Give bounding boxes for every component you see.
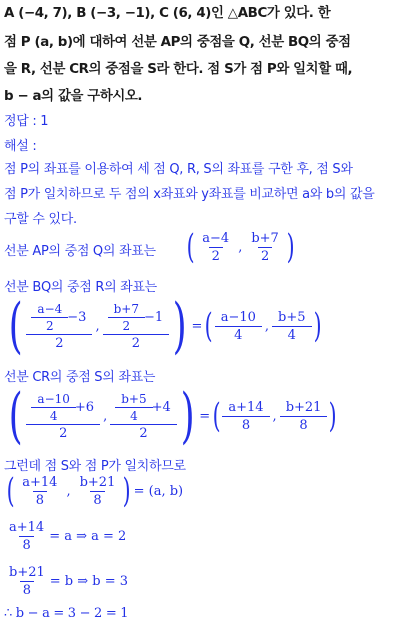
match-intro: 그런데 점 S와 점 P가 일치하므로 — [4, 459, 186, 474]
eq-a-result: = a ⇒ a = 2 — [49, 529, 127, 544]
match-y-fraction: $\frac{b+21}{8}$ — [79, 474, 116, 508]
explanation-line-2: 점 P가 일치하므로 두 점의 x좌표와 y좌표를 비교하면 a와 b의 값을 — [4, 187, 375, 202]
equation-b — [4, 565, 128, 598]
r-y-compound-fraction: $\frac{b+7}{2}$ −1 2 — [106, 302, 167, 351]
match-x-fraction: $\frac{a+14}{8}$ — [22, 474, 58, 508]
problem-line-4: b − a의 값을 구하시오. — [4, 89, 143, 104]
s-coordinates: ( $\frac{a-10}{4}$ +6 2 , $\frac{b+5}{4}$ +4 2 ) = ( $\frac{a+14}{8}$ , $\frac{b+21}{8}$ ) — [8, 381, 338, 451]
s-x-compound-fraction: $\frac{a-10}{4}$ +6 2 — [29, 392, 97, 441]
problem-line-3: 을 R, 선분 CR의 중점을 S라 한다. 점 S가 점 P와 일치할 때, — [4, 62, 353, 77]
final-answer-line: ∴ b − a = 3 − 2 = 1 — [4, 606, 129, 621]
equation-a — [4, 520, 126, 553]
r-coordinates: ( $\frac{a-4}{2}$ −3 2 , $\frac{b+7}{2}$ −1 2 ) = ( $\frac{a-10}{4}$ , $\frac{b+5}{4}$ ) — [8, 291, 322, 361]
s-y-result: $\frac{b+21}{8}$ — [283, 400, 325, 433]
explanation-label: 해설 : — [4, 139, 37, 154]
answer-label: 정답 : 1 — [4, 114, 49, 129]
match-rhs: = (a, b) — [133, 483, 184, 499]
eq-b-result: = b ⇒ b = 3 — [49, 574, 129, 589]
problem-line-2: 점 P (a, b)에 대하여 선분 AP의 중점을 Q, 선분 BQ의 중점 — [4, 35, 351, 50]
r-x-result: $\frac{a-10}{4}$ — [218, 310, 259, 343]
explanation-line-3: 구할 수 있다. — [4, 212, 77, 227]
s-x-result: $\frac{a+14}{8}$ — [225, 400, 266, 433]
r-x-compound-fraction: $\frac{a-4}{2}$ −3 2 — [29, 302, 89, 351]
eq-a-fraction: $\frac{a+14}{8}$ — [9, 520, 45, 553]
r-y-result: $\frac{b+5}{4}$ — [275, 310, 309, 343]
q-y-fraction: $\frac{b+7}{2}$ — [251, 230, 279, 264]
q-coordinates: ( $\frac{a-4}{2}$ , $\frac{b+7}{2}$ ) — [186, 227, 295, 267]
s-intro: 선분 CR의 중점 S의 좌표는 — [4, 370, 156, 385]
problem-line-1: A (−4, 7), B (−3, −1), C (6, 4)인 △ABC가 있다. 한 — [4, 6, 331, 21]
eq-b-fraction: $\frac{b+21}{8}$ — [9, 565, 45, 598]
s-y-compound-fraction: $\frac{b+5}{4}$ +4 2 — [113, 392, 174, 441]
r-intro: 선분 BQ의 중점 R의 좌표는 — [4, 280, 157, 295]
match-equation: ( $\frac{a+14}{8}$ , $\frac{b+21}{8}$ ) = (a, b) — [6, 471, 184, 511]
q-intro: 선분 AP의 중점 Q의 좌표는 — [4, 244, 156, 259]
explanation-line-1: 점 P의 좌표를 이용하여 세 점 Q, R, S의 좌표를 구한 후, 점 S와 — [4, 162, 353, 177]
q-x-fraction: $\frac{a-4}{2}$ — [202, 230, 230, 264]
